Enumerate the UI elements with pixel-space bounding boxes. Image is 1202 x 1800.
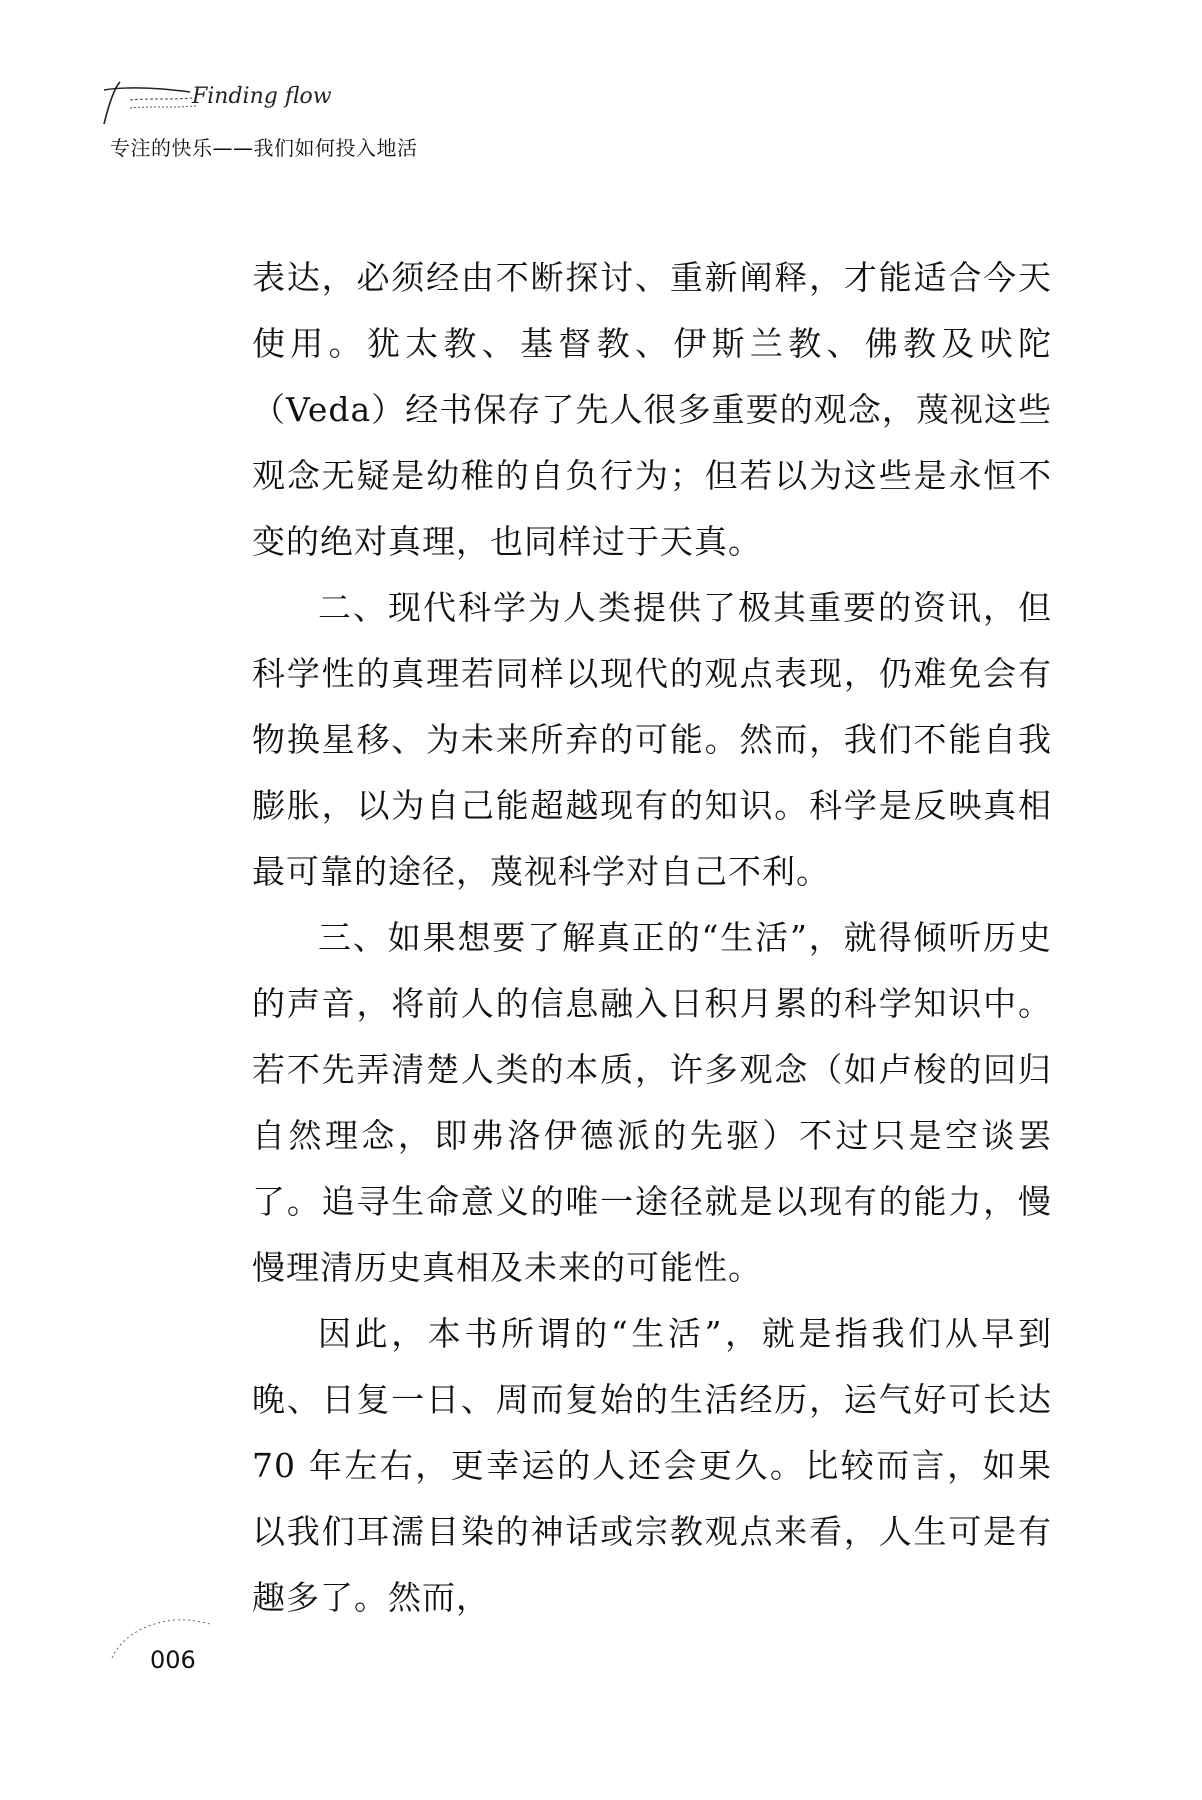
header-book-title: 专注的快乐——我们如何投入地活 [110,136,418,160]
paragraph: 三、如果想要了解真正的“生活”，就得倾听历史的声音，将前人的信息融入日积月累的科学知识中。若不先弄清楚人类的本质，许多观念（如卢梭的回归自然理念，即弗洛伊德派的先驱）不过只是空谈罢了。追寻生命意义的唯一途径就是以现有的能力，慢慢理清历史真相及未来的可能性。 [252,918,1052,1287]
paragraph: 二、现代科学为人类提供了极其重要的资讯，但科学性的真理若同样以现代的观点表现，仍难免会有物换星移、为未来所弃的可能。然而，我们不能自我膨胀，以为自己能超越现有的知识。科学是反映真相最可靠的途径，蔑视科学对自己不利。 [252,588,1052,891]
header-script-title: Finding flow [192,84,332,109]
page-number: 006 [150,1646,196,1674]
running-header [100,78,520,158]
page-footer [110,1610,310,1690]
page-body [252,245,1052,1631]
paragraph: 表达，必须经由不断探讨、重新阐释，才能适合今天使用。犹太教、基督教、伊斯兰教、佛教及吠陀（Veda）经书保存了先人很多重要的观念，蔑视这些观念无疑是幼稚的自负行为；但若以为这些是永恒不变的绝对真理，也同样过于天真。 [252,258,1052,561]
paragraph: 因此，本书所谓的“生活”，就是指我们从早到晚、日复一日、周而复始的生活经历，运气好可长达 70 年左右，更幸运的人还会更久。比较而言，如果以我们耳濡目染的神话或宗教观点来看，人生可是有趣多了。然而， [252,1314,1052,1617]
